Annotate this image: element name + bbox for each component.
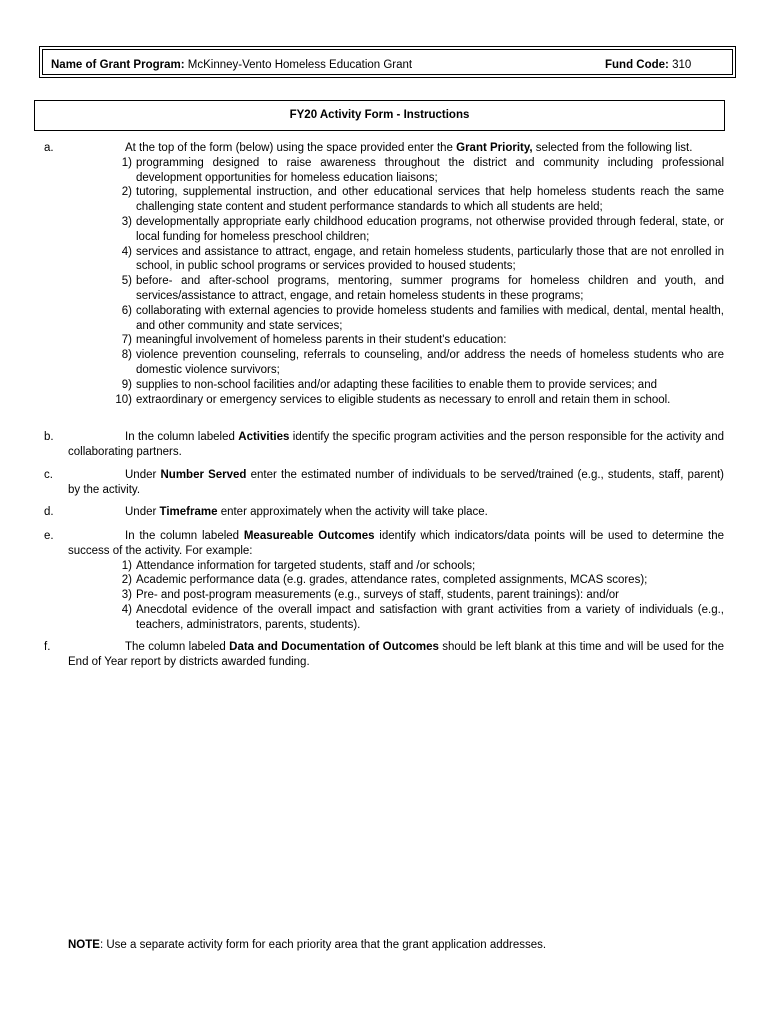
item-text: violence prevention counseling, referrals to counseling, and/or address the needs of homeless students who are domestic violence survivors; (136, 349, 724, 376)
list-item (44, 274, 724, 304)
item-number: 8) (121, 349, 132, 362)
grant-program-field (51, 58, 412, 73)
item-number: 3) (121, 589, 132, 602)
list-item (44, 215, 724, 245)
bold-term: Activities (238, 431, 290, 443)
item-text: meaningful involvement of homeless parents in their student's education: (136, 334, 507, 347)
text-part: selected from the following list. (532, 142, 693, 154)
item-number: 1) (121, 156, 132, 169)
fund-code-field (605, 58, 691, 73)
item-number: 4) (121, 245, 132, 258)
item-text: services and assistance to attract, engage, and retain homeless students, particularly those that are not enrolled in school, in public school programs or services provided to housed students; (136, 245, 724, 273)
grant-header (39, 46, 736, 78)
text-part: In the column labeled (125, 431, 239, 443)
text-part: In the column labeled (125, 530, 244, 542)
item-text: developmentally appropriate early childhood education programs, not otherwise provided through federal, state, or local funding for homeless preschool children; (136, 215, 724, 243)
fund-code-label: Fund Code: (605, 59, 669, 71)
instruction-letter: e. (44, 530, 54, 542)
list-item (44, 156, 724, 186)
instruction-letter: b. (44, 431, 54, 443)
item-number: 2) (121, 574, 132, 587)
item-text: Pre- and post-program measurements (e.g., surveys of staff, students, parent trainings): and/or (136, 589, 620, 602)
text-part: should be left blank at this time and will be used for the End of Year report by districts awarded funding. (68, 641, 725, 668)
list-item (44, 603, 724, 633)
item-number: 7) (121, 334, 132, 347)
list-item (44, 333, 724, 348)
item-text: tutoring, supplemental instruction, and other educational services that help homeless students reach the same challenging state content and student performance standards to which all students are held; (136, 186, 724, 214)
outcome-examples-list (44, 559, 724, 633)
priority-list (44, 156, 724, 408)
list-item (44, 393, 724, 408)
note-text: : Use a separate activity form for each priority area that the grant application addresses. (99, 939, 547, 951)
bold-term: Grant Priority, (456, 142, 533, 154)
item-text: Academic performance data (e.g. grades, attendance rates, completed assignments, MCAS scores); (136, 574, 648, 587)
instruction-a (44, 141, 724, 407)
item-text: extraordinary or emergency services to eligible students as necessary to enroll and retain them in school. (136, 393, 671, 406)
grant-program-label: Name of Grant Program: (51, 59, 185, 71)
list-item (44, 245, 724, 275)
list-item (44, 573, 724, 588)
instruction-text (68, 529, 724, 559)
item-number: 10) (115, 393, 132, 406)
instruction-b (44, 430, 724, 460)
item-number: 4) (121, 603, 132, 616)
item-number: 2) (121, 186, 132, 199)
instruction-e (44, 529, 724, 633)
grant-header-inner (42, 49, 733, 75)
instruction-letter: c. (44, 469, 53, 481)
bold-term: Data and Documentation of Outcomes (229, 641, 439, 653)
item-text: collaborating with external agencies to provide homeless students and families with medical, dental, mental health, and other community and state services; (136, 304, 724, 332)
item-number: 9) (121, 378, 132, 391)
instruction-text (68, 141, 724, 156)
instruction-text (68, 468, 724, 498)
instruction-d (44, 505, 724, 520)
bold-term: Timeframe (159, 506, 218, 518)
bold-term: Measureable Outcomes (243, 530, 375, 542)
list-item (44, 185, 724, 215)
instruction-letter: a. (44, 142, 54, 154)
grant-program-value: McKinney-Vento Homeless Education Grant (187, 59, 413, 71)
text-part: Under (125, 506, 160, 518)
note-label: NOTE (68, 939, 100, 951)
list-item (44, 304, 724, 334)
instruction-text (68, 430, 724, 460)
item-text: before- and after-school programs, mentoring, summer programs for homeless children and youth, and services/assistance to attract, engage, and retain homeless students in these programs; (136, 275, 724, 302)
text-part: The column labeled (125, 641, 230, 653)
item-number: 1) (121, 559, 132, 572)
instruction-text (68, 505, 724, 520)
form-title: FY20 Activity Form - Instructions (34, 100, 725, 131)
text-part: Under (125, 469, 161, 481)
instruction-letter: f. (44, 641, 51, 653)
list-item (44, 588, 724, 603)
list-item (44, 378, 724, 393)
item-text: programming designed to raise awareness throughout the district and community including professional development opportunities for homeless education liaisons; (136, 156, 724, 184)
item-text: Anecdotal evidence of the overall impact and satisfaction with grant activities from a variety of individuals (e.g., teachers, administrators, parents, students). (136, 603, 724, 631)
instruction-c (44, 468, 724, 498)
footer-note (68, 938, 546, 953)
instruction-letter: d. (44, 506, 54, 518)
item-text: supplies to non-school facilities and/or adapting these facilities to enable them to provide services; and (136, 378, 657, 391)
instruction-f (44, 640, 724, 670)
text-part: At the top of the form (below) using the space provided enter the (125, 142, 457, 154)
fund-code-value: 310 (672, 59, 692, 71)
text-part: enter the estimated number of individuals to be served/trained (e.g., students, staff, parent) by the activity. (68, 469, 724, 496)
item-number: 6) (121, 304, 132, 317)
bold-term: Number Served (160, 469, 247, 481)
text-part: enter approximately when the activity will take place. (217, 506, 488, 518)
list-item (44, 559, 724, 574)
list-item (44, 348, 724, 378)
item-number: 5) (121, 275, 132, 288)
text-part: identify the specific program activities and the person responsible for the activity and collaborating partners. (68, 431, 724, 458)
item-number: 3) (121, 215, 132, 228)
text-part: identify which indicators/data points will be used to determine the success of the activity. For example: (68, 530, 724, 557)
item-text: Attendance information for targeted students, staff and /or schools; (136, 559, 476, 572)
instruction-text (68, 640, 724, 670)
